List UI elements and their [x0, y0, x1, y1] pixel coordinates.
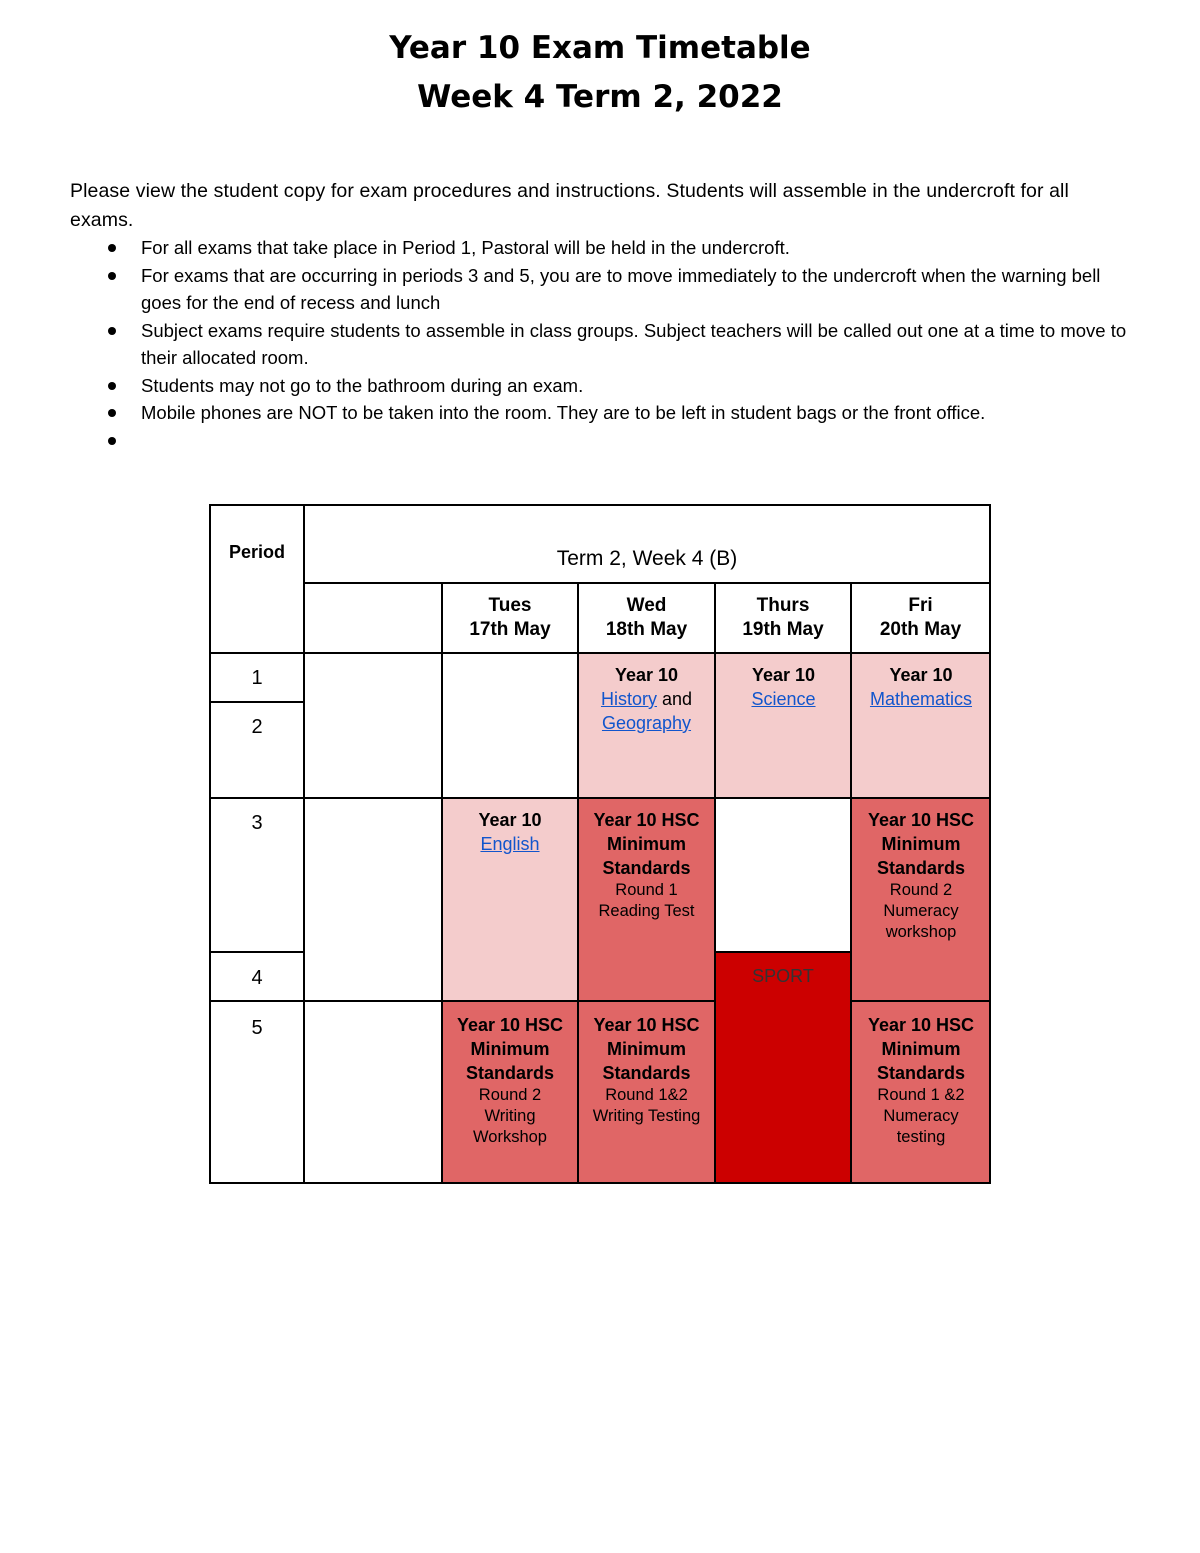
day-name: Tues	[488, 595, 532, 616]
list-item-text: Students may not go to the bathroom during an exam.	[141, 374, 584, 396]
day-header-wed	[579, 594, 714, 642]
list-item-text: Subject exams require students to assemble in class groups. Subject teachers will be called out one at a time to move to their allocated room.	[141, 319, 1127, 368]
day-date: 20th May	[879, 619, 962, 640]
row-divider	[303, 582, 991, 584]
exam-title: Year 10	[889, 665, 953, 685]
period-4-label: 4	[251, 967, 263, 989]
day-date: 19th May	[742, 619, 824, 640]
day-header-tues	[443, 594, 577, 642]
list-item	[70, 372, 1140, 400]
day-name: Fri	[908, 595, 933, 616]
exam-wed-p12	[581, 663, 712, 735]
row-divider	[209, 951, 305, 953]
week-header: Term 2, Week 4 (B)	[556, 547, 738, 570]
exam-tue-p5	[444, 1013, 576, 1148]
row-divider	[209, 701, 305, 703]
day-date: 17th May	[469, 619, 551, 640]
list-item	[70, 427, 1140, 455]
period-1-label: 1	[251, 667, 263, 689]
column-divider	[303, 504, 305, 1184]
list-item-text	[141, 430, 146, 451]
bullet-icon	[108, 437, 116, 445]
instruction-list	[70, 234, 1140, 454]
list-item	[70, 234, 1140, 262]
table-border-left	[209, 504, 211, 1184]
day-name: Wed	[626, 595, 667, 616]
exam-wed-p5	[580, 1013, 713, 1127]
exam-title: Year 10	[751, 665, 816, 685]
bullet-icon	[108, 272, 116, 280]
period-header: Period	[228, 542, 285, 562]
exam-fri-p34	[855, 808, 987, 943]
exam-tue-p34	[445, 808, 575, 856]
exam-title: Year 10 HSC Minimum Standards	[867, 810, 975, 878]
exam-joiner: and	[656, 689, 693, 709]
exam-detail: Round 1 &2 Numeracy testing	[877, 1086, 965, 1146]
bullet-icon	[108, 382, 116, 390]
exam-title: Year 10 HSC Minimum Standards	[593, 1015, 700, 1083]
exam-title: Year 10 HSC Minimum Standards	[593, 810, 700, 878]
list-item-text: Mobile phones are NOT to be taken into the room. They are to be left in student bags or the front office.	[141, 402, 986, 423]
exam-wed-p34	[581, 808, 712, 922]
document-subtitle: Week 4 Term 2, 2022	[417, 79, 783, 115]
day-date: 18th May	[605, 619, 688, 640]
period-3-label: 3	[251, 812, 263, 834]
geography-link[interactable]: Geography	[601, 713, 692, 733]
day-header-thurs	[716, 594, 850, 642]
exam-fri-p5	[855, 1013, 987, 1148]
english-link[interactable]: English	[480, 834, 540, 854]
exam-detail: Round 1&2 Writing Testing	[592, 1086, 701, 1125]
history-link[interactable]: History	[600, 689, 657, 709]
list-item-text: For all exams that take place in Period 1, Pastoral will be held in the undercroft.	[141, 237, 790, 258]
period-5-label: 5	[251, 1017, 263, 1039]
exam-detail: Round 2 Writing Workshop	[473, 1086, 547, 1146]
exam-thu-p12	[718, 663, 849, 711]
exam-title: Year 10 HSC Minimum Standards	[867, 1015, 975, 1083]
bullet-icon	[108, 409, 116, 417]
list-item	[70, 317, 1140, 372]
period-2-label: 2	[251, 716, 263, 738]
exam-title: Year 10	[478, 810, 542, 830]
bullet-icon	[108, 244, 116, 252]
document-title: Year 10 Exam Timetable	[389, 30, 811, 66]
intro-paragraph: Please view the student copy for exam procedures and instructions. Students will assemble in the undercroft for all exams.	[70, 180, 1069, 231]
mathematics-link[interactable]: Mathematics	[869, 689, 973, 709]
bullet-icon	[108, 327, 116, 335]
day-name: Thurs	[756, 595, 810, 616]
science-link[interactable]: Science	[751, 689, 816, 709]
table-border-top	[209, 504, 991, 506]
sport-label: SPORT	[752, 966, 814, 986]
day-header-fri	[852, 594, 989, 642]
list-item	[70, 399, 1140, 427]
list-item-text: For exams that are occurring in periods 3 and 5, you are to move immediately to the undercroft when the warning bell goes for the end of recess and lunch	[141, 264, 1101, 313]
list-item	[70, 262, 1140, 317]
exam-title: Year 10 HSC Minimum Standards	[456, 1015, 564, 1083]
exam-detail: Round 1 Reading Test	[598, 881, 695, 920]
exam-detail: Round 2 Numeracy workshop	[883, 881, 959, 941]
exam-title: Year 10	[614, 665, 679, 685]
exam-fri-p12	[855, 663, 987, 711]
